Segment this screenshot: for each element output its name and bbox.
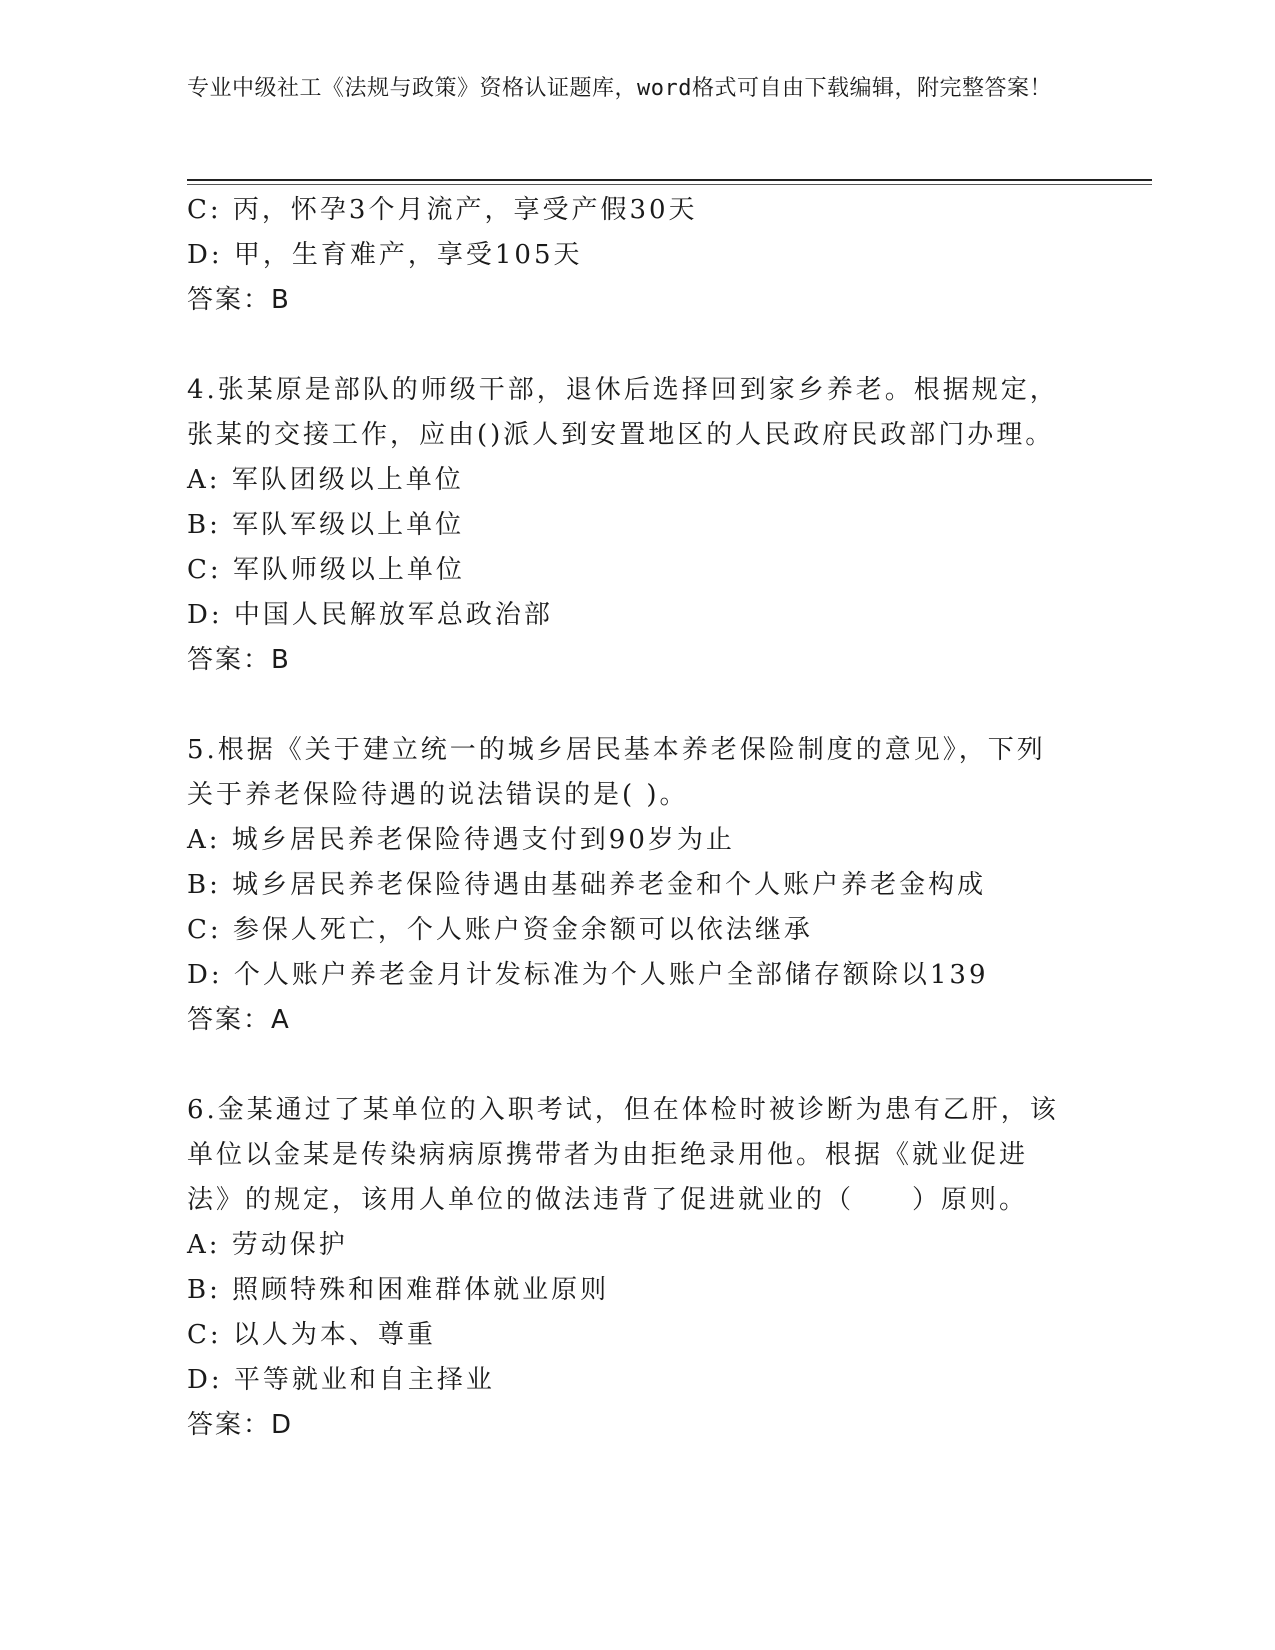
spacer: [187, 323, 1067, 368]
option-c: C: 军队师级以上单位: [187, 555, 465, 585]
option-b: B: 军队军级以上单位: [187, 510, 465, 540]
option-c: C: 参保人死亡，个人账户资金余额可以依法继承: [187, 915, 813, 945]
option-b: B: 照顾特殊和困难群体就业原则: [187, 1275, 610, 1305]
option-c: C: 以人为本、尊重: [187, 1320, 436, 1350]
question-stem: 6.金某通过了某单位的入职考试，但在体检时被诊断为患有乙肝，该单位以金某是传染病病原携带者为由拒绝录用他。根据《就业促进法》的规定，该用人单位的做法违背了促进就业的（ ）原则。: [187, 1095, 1059, 1215]
option-a: A: 军队团级以上单位: [187, 465, 464, 495]
option-d: D: 平等就业和自主择业: [187, 1365, 495, 1395]
answer-line: 答案：B: [187, 285, 291, 315]
question-list: [187, 188, 1067, 1448]
option-d: D: 个人账户养老金月计发标准为个人账户全部储存额除以139: [187, 960, 989, 990]
answer-line: 答案：A: [187, 1005, 291, 1035]
option-c: C: 丙，怀孕3个月流产，享受产假30天: [187, 195, 698, 225]
option-a: A: 劳动保护: [187, 1230, 348, 1260]
spacer: [187, 683, 1067, 728]
spacer: [187, 1043, 1067, 1088]
question-stem: 4.张某原是部队的师级干部，退休后选择回到家乡养老。根据规定，张某的交接工作，应由()派人到安置地区的人民政府民政部门办理。: [187, 375, 1059, 450]
header-divider: [187, 179, 1152, 181]
document-header: 专业中级社工《法规与政策》资格认证题库，word格式可自由下载编辑，附完整答案！: [187, 76, 1052, 101]
question-4: [187, 368, 1067, 683]
header-divider-thin: [187, 184, 1152, 185]
option-d: D: 甲，生育难产，享受105天: [187, 240, 583, 270]
question-stem: 5.根据《关于建立统一的城乡居民基本养老保险制度的意见》，下列关于养老保险待遇的说法错误的是( )。: [187, 735, 1046, 810]
option-d: D: 中国人民解放军总政治部: [187, 600, 553, 630]
option-a: A: 城乡居民养老保险待遇支付到90岁为止: [187, 825, 735, 855]
question-6: [187, 1088, 1067, 1448]
answer-line: 答案：B: [187, 645, 291, 675]
answer-line: 答案：D: [187, 1410, 294, 1440]
question-continuation: [187, 188, 1067, 323]
option-b: B: 城乡居民养老保险待遇由基础养老金和个人账户养老金构成: [187, 870, 987, 900]
question-5: [187, 728, 1067, 1043]
